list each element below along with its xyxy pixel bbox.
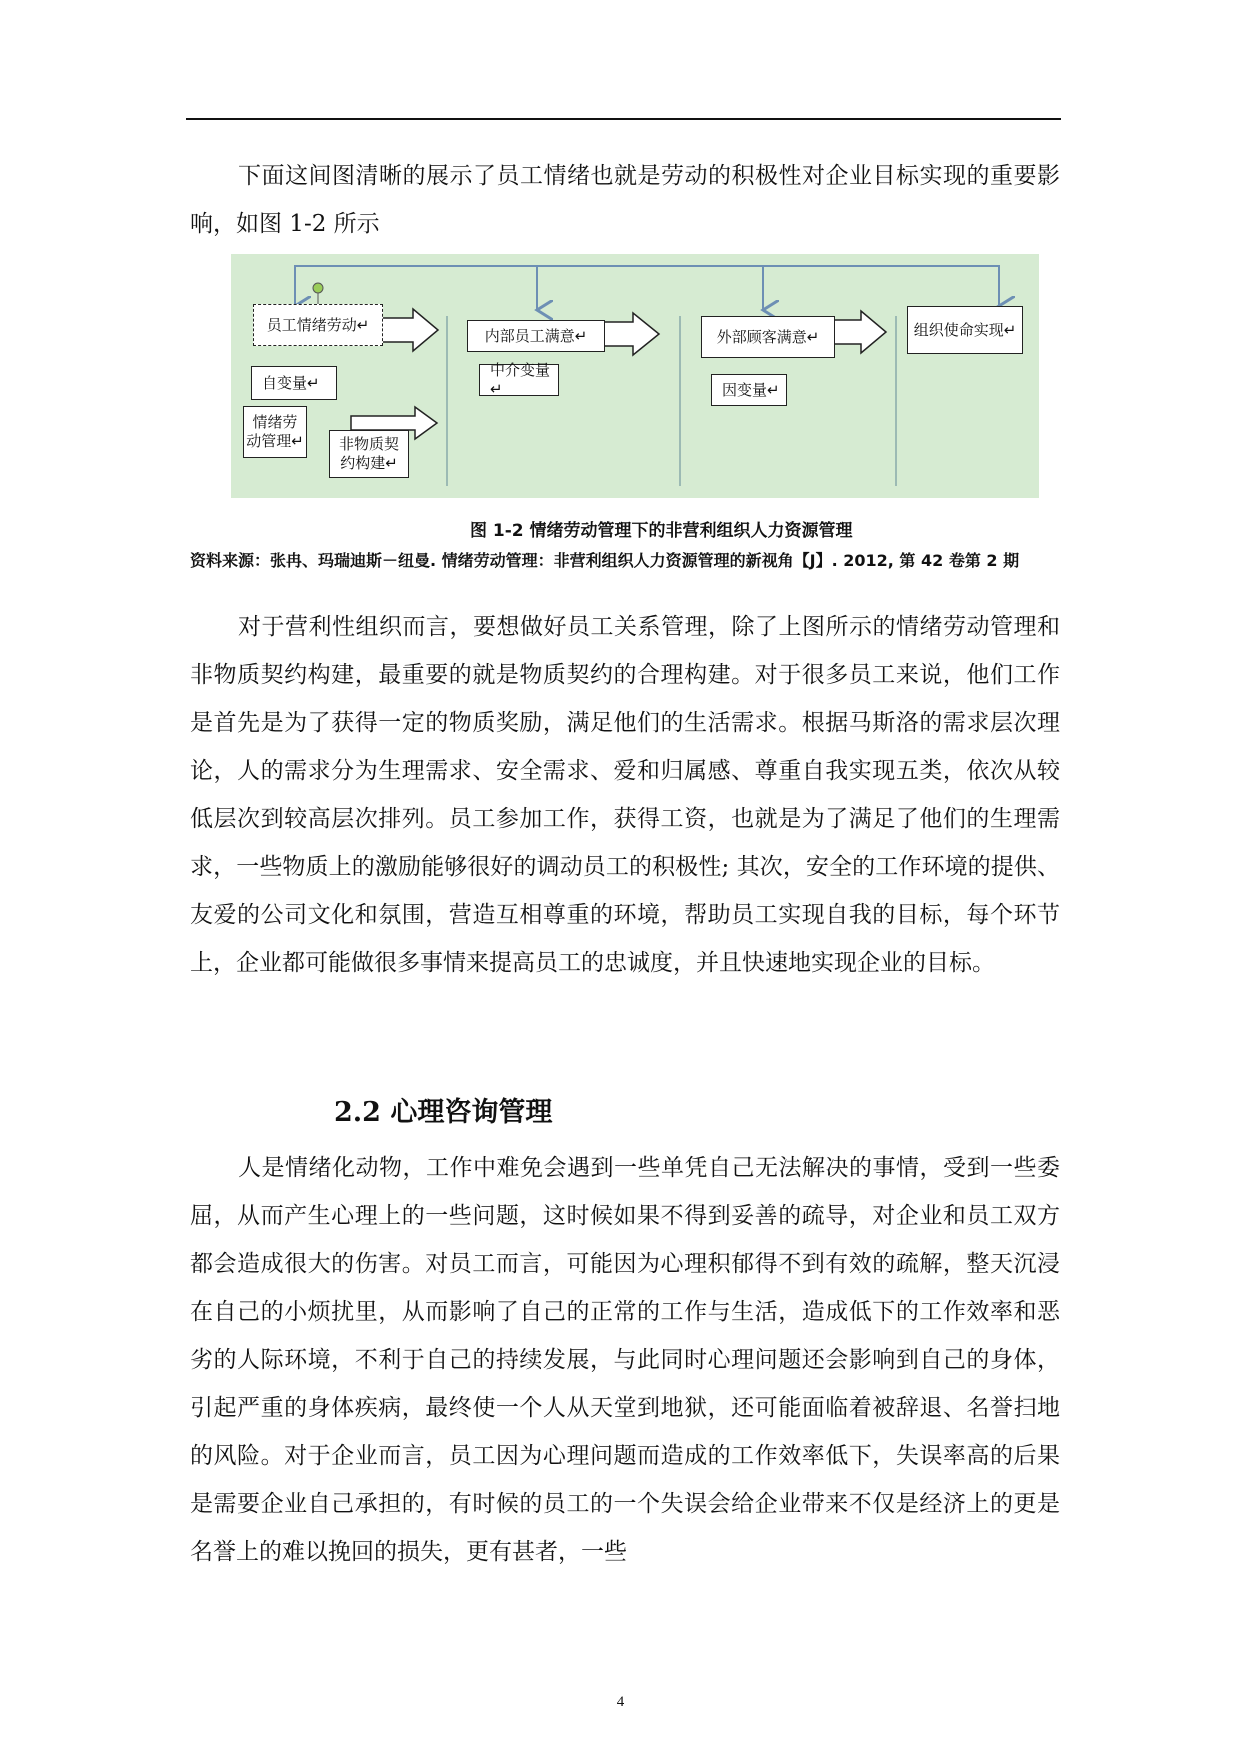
block-arrow-1 <box>381 309 438 351</box>
box-internal-satisfaction: 内部员工满意↵ <box>467 320 605 352</box>
box-independent-var: 自变量↵ <box>251 366 337 400</box>
block-arrow-3 <box>833 311 886 353</box>
feedback-line <box>295 266 999 300</box>
section-heading: 2.2 心理咨询管理 <box>334 1097 553 1128</box>
rotate-handle <box>313 283 323 293</box>
page-number: 4 <box>616 1694 625 1710</box>
block-arrow-2 <box>603 313 659 355</box>
body-paragraph-1: 对于营利性组织而言，要想做好员工关系管理，除了上图所示的情绪劳动管理和非物质契约构建，最重要的就是物质契约的合理构建。对于很多员工来说，他们工作是首先是为了获得一定的物质奖励，满足他们的生活需求。根据马斯洛的需求层次理论，人的需求分为生理需求、安全需求、爱和归属感、尊重自我实现五类，依次从较低层次到较高层次排列。员工参加工作，获得工资，也就是为了满足了他们的生理需求，一些物质上的激励能够很好的调动员工的积极性; 其次，安全的工作环境的提供、友爱的公司文化和氛围，营造互相尊重的环境，帮助员工实现自我的目标，每个环节上，企业都可能做很多事情来提高员工的忠诚度，并且快速地实现企业的目标。 <box>190 614 1060 976</box>
box-external-satisfaction: 外部顾客满意↵ <box>701 316 835 358</box>
box-emotional-labor: 员工情绪劳动↵ <box>253 304 383 346</box>
diagram-figure <box>231 254 1039 498</box>
box-mediator-var: 中介变量↵ <box>479 364 559 396</box>
intro-paragraph: 下面这间图清晰的展示了员工情绪也就是劳动的积极性对企业目标实现的重要影响，如图 1-2 所示 <box>190 163 1060 237</box>
figure-source: 资料来源：张冉、玛瑞迪斯－纽曼. 情绪劳动管理：非营利组织人力资源管理的新视角【J】. 2012, 第 42 卷第 2 期 <box>190 551 1020 570</box>
figure-caption: 图 1-2 情绪劳动管理下的非营利组织人力资源管理 <box>470 521 853 541</box>
box-mission: 组织使命实现↵ <box>907 306 1023 354</box>
box-emotion-mgmt: 情绪劳动管理↵ <box>243 406 307 458</box>
box-dependent-var: 因变量↵ <box>711 374 787 406</box>
body-paragraph-2: 人是情绪化动物，工作中难免会遇到一些单凭自己无法解决的事情，受到一些委屈，从而产生心理上的一些问题，这时候如果不得到妥善的疏导，对企业和员工双方都会造成很大的伤害。对员工而言，可能因为心理积郁得不到有效的疏解，整天沉浸在自己的小烦扰里，从而影响了自己的正常的工作与生活，造成低下的工作效率和恶劣的人际环境，不利于自己的持续发展，与此同时心理问题还会影响到自己的身体，引起严重的身体疾病，最终使一个人从天堂到地狱，还可能面临着被辞退、名誉扫地的风险。对于企业而言，员工因为心理问题而造成的工作效率低下，失误率高的后果是需要企业自己承担的，有时候的员工的一个失误会给企业带来不仅是经济上的更是名誉上的难以挽回的损失，更有甚者，一些 <box>190 1155 1060 1565</box>
box-nonmaterial-contract: 非物质契约构建↵ <box>329 430 409 478</box>
header-rule <box>186 118 1061 120</box>
